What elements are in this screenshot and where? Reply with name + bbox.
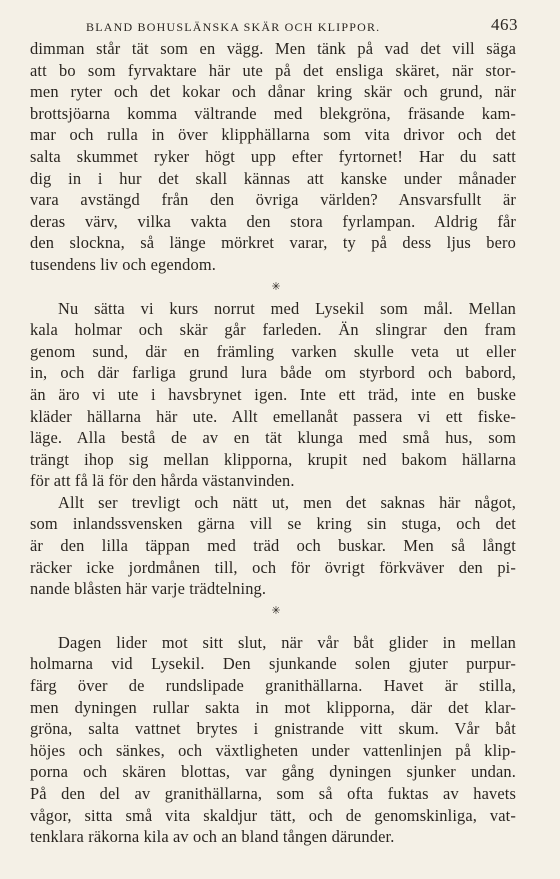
text-line: genom sund, där en främling varken skulle veta ut eller bbox=[30, 341, 516, 361]
text-line: kala holmar och skär går farleden. Än slingrar den fram bbox=[30, 320, 516, 340]
text-line: in, och där farliga grund lura både om styrbord och babord, bbox=[30, 363, 516, 383]
text-line: tenklara räkorna kila av och an bland tången därunder. bbox=[30, 827, 395, 847]
text-line: På den del av granithällarna, som så ofta fuktas av havets bbox=[30, 784, 516, 803]
text-line: som inlandssvensken gärna vill se kring sin stuga, och det bbox=[30, 514, 516, 534]
text-line: gröna, salta vattnet brytes i gnistrande vitt skum. Vår båt bbox=[30, 719, 516, 739]
text-line: vara avstängd från den övriga världen? Ansvarsfullt är bbox=[30, 190, 516, 210]
text-line: vågor, sitta små vita skaldjur tätt, och de genomskinliga, vat- bbox=[30, 805, 516, 825]
book-page bbox=[30, 14, 516, 848]
text-line: Dagen lider mot sitt slut, när vår båt glider in mellan bbox=[58, 632, 516, 652]
page-number: 463 bbox=[491, 15, 518, 34]
text-line: Nu sätta vi kurs norrut med Lysekil som mål. Mellan bbox=[58, 298, 516, 318]
text-line: Allt ser trevligt och nätt ut, men det saknas här något, bbox=[58, 492, 516, 512]
running-head bbox=[30, 14, 516, 38]
paragraph-gap bbox=[30, 622, 516, 632]
text-line: trängt ihop sig mellan klipporna, krupit ned bakom hällarna bbox=[30, 449, 516, 469]
text-line: den slockna, så länge mörkret varar, ty på dess ljus bero bbox=[30, 233, 516, 253]
text-line: tusendens liv och egendom. bbox=[30, 254, 216, 274]
text-line: för att få lä för den hårda västanvinden. bbox=[30, 471, 295, 491]
section-separator: ✳ bbox=[271, 604, 281, 617]
text-line: mar och rulla in över klipphällarna som vita drivor och det bbox=[30, 125, 516, 145]
text-line: än äro vi ute i havsbrynet igen. Inte ett träd, inte en buske bbox=[30, 384, 516, 404]
text-line: höjes och sänkes, och växtligheten under vattenlinjen på klip- bbox=[30, 740, 516, 760]
section-separator: ✳ bbox=[271, 280, 281, 293]
text-line: salta skummet ryker högt upp efter fyrtornet! Har du satt bbox=[30, 146, 516, 166]
paragraph-4 bbox=[30, 632, 516, 848]
text-line: är den lilla täppan med träd och buskar. Men så långt bbox=[30, 536, 516, 556]
text-line: holmarna vid Lysekil. Den sjunkande solen gjuter purpur- bbox=[30, 654, 516, 674]
text-line: brottsjöarna komma vältrande med blekgröna, fräsande kam- bbox=[30, 103, 516, 123]
text-line: att bo som fyrvaktare här ute på det ensliga skäret, när stor- bbox=[30, 60, 516, 80]
text-line: dimman står tät som en vägg. Men tänk på vad det vill säga bbox=[30, 39, 516, 58]
text-line: dig in i hur det skall kännas att kanske under månader bbox=[30, 168, 516, 188]
text-line: porna och skären blottas, var gång dyningen sjunker undan. bbox=[30, 762, 516, 782]
text-line: nande blåsten här varje trädtelning. bbox=[30, 579, 267, 599]
body-text bbox=[30, 38, 516, 848]
paragraph-2 bbox=[30, 298, 516, 492]
text-line: färg över de rundslipade granithällarna. Havet är stilla, bbox=[30, 676, 516, 696]
text-line: men dyningen rullar sakta in mot klipporna, där det klar- bbox=[30, 697, 516, 717]
paragraph-3 bbox=[30, 492, 516, 600]
text-line: men ryter och det kokar och dånar kring skär och grund, när bbox=[30, 82, 516, 102]
running-title: BLAND BOHUSLÄNSKA SKÄR OCH KLIPPOR. bbox=[86, 20, 381, 34]
text-line: deras värv, vilka vakta den stora fyrlampan. Aldrig får bbox=[30, 211, 516, 231]
text-line: räcker icke jordmånen till, och för övrigt förkväver den pi- bbox=[30, 557, 516, 577]
text-line: läge. Alla bestå de av en tät klunga med små hus, som bbox=[30, 428, 516, 448]
paragraph-1 bbox=[30, 38, 516, 276]
text-line: kläder hällarna här ute. Allt emellanåt passera vi ett fiske- bbox=[30, 406, 516, 426]
